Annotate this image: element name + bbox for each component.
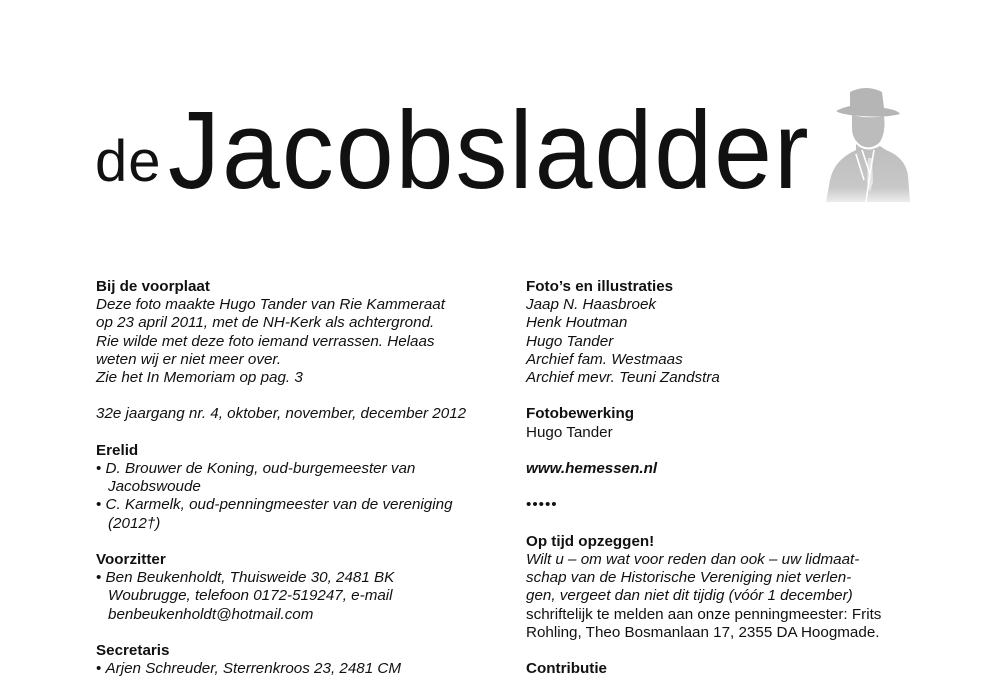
contributie-section [526, 660, 936, 678]
voorplaat-line: op 23 april 2011, met de NH-Kerk als achtergrond. [96, 314, 435, 332]
masthead-title: Jacobsladder [168, 89, 811, 213]
fotos-name: Jaap N. Haasbroek [526, 296, 657, 314]
voorzitter-heading: Voorzitter [96, 551, 166, 568]
fotos-heading: Foto’s en illustraties [526, 278, 674, 295]
opzeggen-line: schriftelijk te melden aan onze penningmeester: Frits [526, 605, 882, 623]
man-with-hat-silhouette-icon [826, 84, 910, 202]
masthead-prefix: de [95, 129, 162, 194]
left-column [96, 278, 506, 697]
fotobewerking-section [526, 405, 936, 441]
voorplaat-heading: Bij de voorplaat [96, 278, 210, 295]
contributie-heading: Contributie [526, 660, 607, 678]
fotos-name: Archief fam. Westmaas [526, 350, 683, 368]
fotobewerking-name: Hugo Tander [526, 423, 613, 441]
voorzitter-item: • Ben Beukenholdt, Thuisweide 30, 2481 BK Woubrugge, telefoon 0172-519247, e-mail benbeukenholdt@hotmail.com [96, 569, 438, 624]
opzeggen-section [526, 533, 936, 642]
opzeggen-line: schap van de Historische Vereniging niet verlen- [526, 569, 852, 587]
voorzitter-section [96, 551, 506, 624]
opzeggen-line: Wilt u – om wat voor reden dan ook – uw lidmaat- [526, 550, 860, 568]
voorplaat-line: Zie het In Memoriam op pag. 3 [96, 369, 303, 387]
masthead [0, 0, 999, 250]
voorplaat-line: weten wij er niet meer over. [96, 350, 282, 368]
erelid-heading: Erelid [96, 441, 139, 459]
right-column [526, 278, 936, 697]
opzeggen-heading: Op tijd opzeggen! [526, 532, 655, 550]
secretaris-item: • Arjen Schreuder, Sterrenkroos 23, 2481 CM [96, 660, 506, 678]
voorplaat-section [96, 278, 506, 387]
separator-dots: ••••• [526, 496, 558, 514]
secretaris-section [96, 642, 506, 678]
erelid-item: • C. Karmelk, oud-penningmeester van de vereniging (2012†) [96, 496, 506, 532]
fotos-name: Archief mevr. Teuni Zandstra [526, 369, 720, 387]
fotobewerking-heading: Fotobewerking [526, 405, 635, 423]
voorplaat-line: Rie wilde met deze foto iemand verrassen. Helaas [96, 332, 435, 350]
erelid-item: • D. Brouwer de Koning, oud-burgemeester van Jacobswoude [96, 460, 506, 496]
secretaris-heading: Secretaris [96, 642, 170, 659]
jaargang-line: 32e jaargang nr. 4, oktober, november, december 2012 [96, 405, 467, 423]
erelid-section [96, 442, 506, 533]
website-link[interactable]: www.hemessen.nl [526, 460, 658, 477]
fotos-name: Henk Houtman [526, 314, 628, 332]
opzeggen-line: gen, vergeet dan niet dit tijdig (vóór 1 december) [526, 587, 853, 605]
fotos-name: Hugo Tander [526, 332, 614, 350]
opzeggen-line: Rohling, Theo Bosmanlaan 17, 2355 DA Hoogmade. [526, 623, 880, 641]
fotos-section [526, 278, 936, 387]
voorplaat-line: Deze foto maakte Hugo Tander van Rie Kammeraat [96, 296, 445, 314]
